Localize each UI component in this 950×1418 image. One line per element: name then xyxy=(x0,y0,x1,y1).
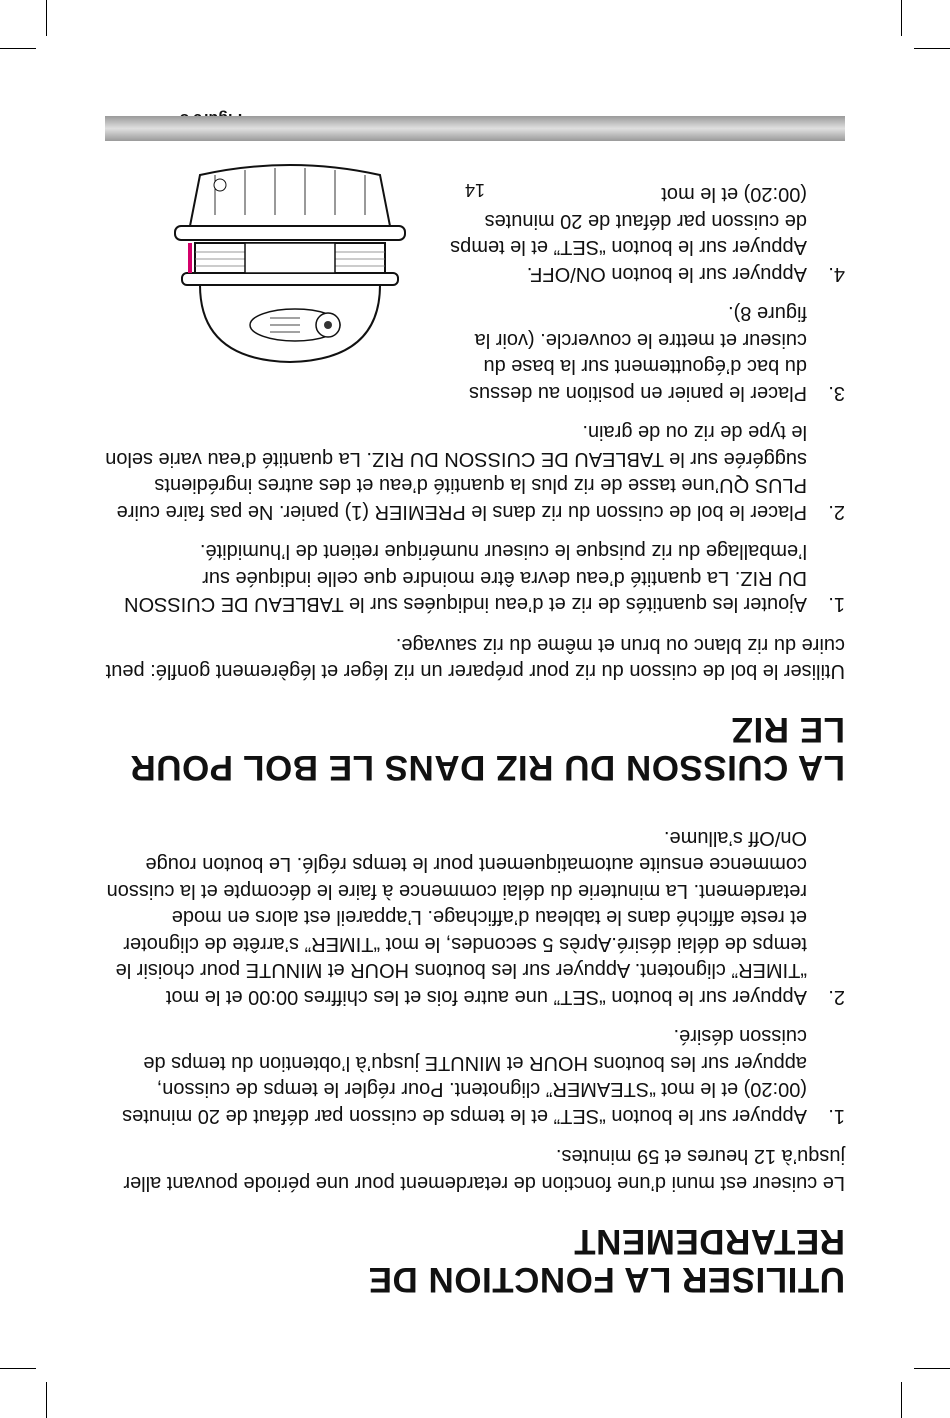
footer-bar xyxy=(105,116,845,141)
list-item xyxy=(450,300,845,406)
rice-steps-list-cont xyxy=(450,181,845,406)
list-item xyxy=(105,1023,845,1129)
page-number: 14 xyxy=(464,180,486,200)
page-content xyxy=(105,130,845,1306)
figure-8 xyxy=(120,130,420,380)
list-item xyxy=(105,825,845,1011)
list-item xyxy=(105,419,845,525)
step-number: 2. xyxy=(828,501,845,523)
step-text: Appuyer sur le bouton “SET” et le temps de cuisson par défaut de 20 minutes (00:20) et le mot “STEAMER” clignotent. Pour régler le temps de cuisson, appuyer sur les boutons HOUR et MINUTE jusqu’à l’obtention du temps de cuisson désiré. xyxy=(122,1025,807,1127)
steamer-illustration xyxy=(160,135,420,380)
crop-mark xyxy=(46,1382,47,1418)
section-intro-rice: Utiliser le bol de cuisson du riz pour préparer un riz léger et légèrement gonflé: peut cuire du riz blanc ou brun et même du riz sauvage. xyxy=(105,634,845,683)
step-number: 1. xyxy=(828,593,845,616)
step-number: 2. xyxy=(828,986,845,1008)
crop-mark xyxy=(901,0,902,36)
step-text: Appuyer sur le bouton ON/OFF. Appuyer sur le bouton “SET” et le temps de cuisson par défaut de 20 minutes (00:20) et le mot xyxy=(450,183,807,285)
section-intro-delay: Le cuiseur est muni d’une fonction de retardement pour une période pouvant aller jusqu’à 12 heures et 59 minutes. xyxy=(123,1145,845,1194)
crop-mark xyxy=(46,0,47,36)
step-text: Ajouter les quantités de riz et d’eau indiquées sur le TABLEAU DE CUISSON DU RIZ. La quantité d’eau devra être moindre que celle indiquée sur l’emballage du riz puisque le cuiseur numérique retient de l’humidité. xyxy=(124,540,807,616)
section-title-rice: LA CUISSON DU RIZ DANS LE BOL POUR LE RIZ xyxy=(129,710,845,788)
crop-mark xyxy=(0,48,36,49)
crop-mark xyxy=(914,48,950,49)
steps-column xyxy=(450,130,845,406)
steps-with-figure xyxy=(105,130,845,406)
step-text: Placer le panier en position au dessus du bac d’égouttement sur la base du cuiseur et mettre le couvercle. (voir la figure 8). xyxy=(469,302,807,404)
step-number: 4. xyxy=(828,263,845,285)
crop-mark xyxy=(0,1368,36,1369)
section-title-delay: UTILISER LA FONCTION DE RETARDEMENT xyxy=(368,1222,845,1299)
crop-mark xyxy=(914,1368,950,1369)
step-number: 1. xyxy=(828,1105,845,1127)
crop-mark xyxy=(901,1382,902,1418)
step-text: Appuyer sur le bouton “SET” une autre fois et les chiffres 00:00 et le mot “TIMER” clignotent. Appuyer sur les boutons HOUR et MINUTE pour choisir le temps de délai désiré.Après 5 secondes, le mot “TIMER” s’arrête de clignoter et reste affiché dans le tableau d’affichage. L’appareil est alors en mode retardement. La minuterie du délai commence à faire le décompte et la cuisson commence ensuite automatiquement pour le temps réglé. Le bouton rouge On/Off s’allume. xyxy=(106,827,807,1008)
list-item xyxy=(105,538,845,618)
step-number: 3. xyxy=(828,382,845,404)
step-text: Placer le bol de cuisson du riz dans le PREMIER (1) panier. Ne pas faire cuire PLUS QU’une tasse de riz plus la quantité d’eau et des autres ingrédients suggérée sur le TABLEAU DE CUISSON DU RIZ. La quantité d’eau varie selon le type de riz ou de grain. xyxy=(105,421,807,523)
rice-steps-list xyxy=(105,419,845,618)
delay-steps-list xyxy=(105,825,845,1130)
